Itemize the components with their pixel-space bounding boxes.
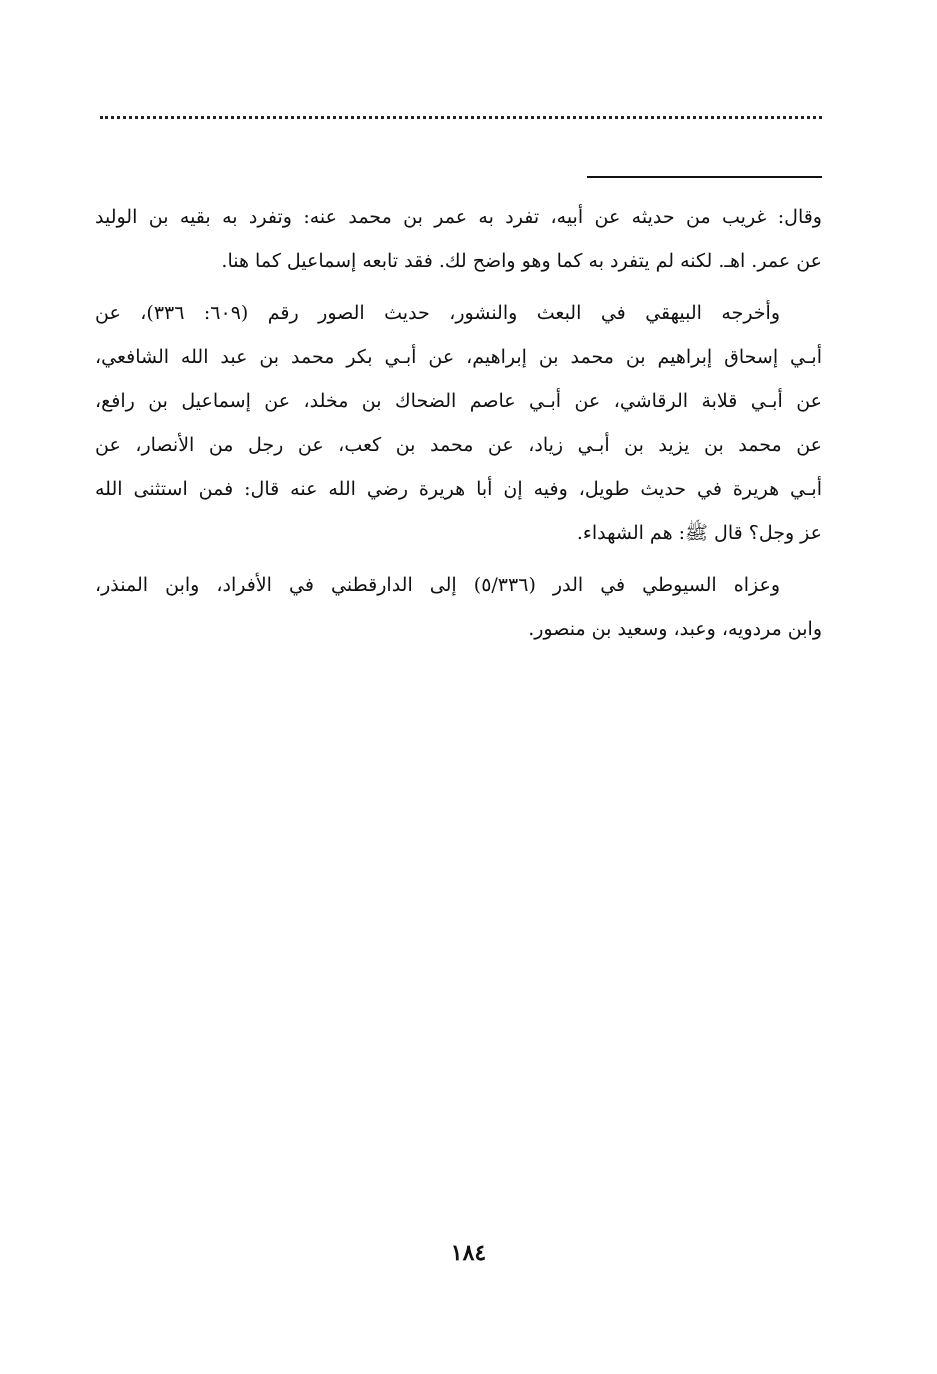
text-line: عن عمر. اهـ. لكنه لم يتفرد به كما وهو واضح لك. فقد تابعه إسماعيل كما هنا.	[221, 250, 822, 272]
footnote-text	[95, 195, 822, 659]
page-number: ١٨٤	[450, 1240, 487, 1266]
dotted-separator	[100, 116, 822, 119]
text-line: وعزاه السيوطي في الدر (٥/٣٣٦) إلى الدارقطني في الأفراد، وابن المنذر،	[95, 574, 781, 596]
paragraph-3	[95, 563, 822, 651]
text-line: أبـي هريرة في حديث طويل، وفيه إن أبا هريرة رضي الله عنه قال: فمن استثنى الله	[95, 478, 822, 500]
text-line: وأخرجه البيهقي في البعث والنشور، حديث الصور رقم (٦٠٩: ٣٣٦)، عن	[95, 302, 780, 324]
text-line: وابن مردويه، وعبد، وسعيد بن منصور.	[528, 618, 822, 640]
text-line: عن أبـي قلابة الرقاشي، عن أبـي عاصم الضحاك بن مخلد، عن إسماعيل بن رافع،	[95, 390, 822, 412]
paragraph-1	[95, 195, 822, 283]
text-line: عز وجل؟ قال ﷺ: هم الشهداء.	[576, 522, 822, 544]
text-line: عن محمد بن يزيد بن أبـي زياد، عن محمد بن كعب، عن رجل من الأنصار، عن	[95, 434, 822, 456]
text-line: وقال: غريب من حديثه عن أبيه، تفرد به عمر بن محمد عنه: وتفرد به بقيه بن الوليد	[95, 206, 822, 228]
paragraph-2	[95, 291, 822, 555]
footnote-separator-line	[587, 176, 822, 178]
text-line: أبـي إسحاق إبراهيم بن محمد بن إبراهيم، عن أبـي بكر محمد بن عبد الله الشافعي،	[95, 346, 822, 368]
